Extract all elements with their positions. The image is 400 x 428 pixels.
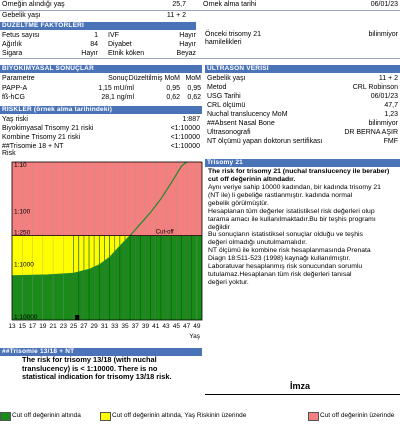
prev-t21-label-1: Önceki trisomy 21 [205,31,262,38]
t21-bold: The risk for trisomy 21 (nuchal translucency ile beraber) cut off değerinin altındadır. [208,168,390,183]
bio-header: BİYOKİMYASAL SONUÇLAR [0,65,202,73]
factor-value: Hayır [81,50,98,57]
legend-label: Cut off değerinin altında, Yaş Riskinin üzerinde [112,412,247,419]
chart-x-tick: 31 [100,323,109,330]
ultra-value: FMF [383,138,398,145]
chart-x-tick: 49 [193,323,201,330]
ultra-value: 11 + 2 [378,75,398,82]
ultra-header: ULTRASON VERİSİ [205,65,400,73]
t21-line: Aynı veriye sahip 10000 kadından, bir kadında trisomy 21 [208,184,381,191]
bio-result: 28,1 ng/ml [101,94,134,101]
factor-value: 1 [94,32,98,39]
prev-t21-label-2: hamilelikleri [205,39,242,46]
ultra-label: Metod [207,84,227,91]
ultra-value: bilinmiyor [368,120,398,127]
factor-label: Diyabet [108,41,132,48]
chart-y-tick: 1:100 [14,208,31,216]
factor-value: Beyaz [176,50,196,57]
risk-chart [0,158,205,340]
t21-header: Trisomy 21 [205,159,400,167]
legend [0,411,400,423]
t21-line: değeri olmadığı unutulmamalıdır. [208,239,307,247]
risk-label: Biyokimyasal Trisomy 21 riski [2,125,94,132]
legend-swatch [0,412,11,421]
ultra-value: 47,7 [384,102,398,109]
t21-line: Diagn 18:511-523 (1998) kaynağı kullanılmıştır. [208,255,351,263]
divider [0,10,400,11]
factor-label: Sigara [2,50,23,57]
chart-ylabel: Risk [2,150,16,157]
sample-age-value: 25,7 [172,1,186,8]
t21-body [208,184,400,287]
chart-x-tick: 35 [121,323,129,330]
risk-label: Yaş riski [2,116,28,123]
ultra-label: Gebelik yaşı [207,75,246,82]
chart-y-tick: 1:1000 [14,261,34,269]
chart-x-tick: 27 [80,323,88,330]
sample-date-value: 06/01/23 [370,1,398,8]
t21-line: Bu sonuçların istatistiksel sonuçlar olduğu ve teşhis [208,231,363,239]
gest-age-value: 11 + 2 [166,12,186,19]
factor-value: Hayır [179,41,196,48]
bio-col-param: Parametre [2,75,35,82]
ultra-label: ##Absent Nasal Bone [207,120,275,127]
t21-line: Laboratuvar hesaplanmış risk sonucundan sorumlu [208,263,363,271]
ultra-label: Nuchal translucency MoM [207,111,288,118]
factor-label: Etnik köken [108,50,145,57]
bio-col-mom: MoM [185,75,201,82]
chart-y-tick: 1:250 [14,229,31,237]
legend-swatch [100,412,111,421]
risk-value: <1:10000 [170,125,200,132]
chart-x-tick: 33 [111,323,119,330]
ultra-value: DR BERNA AŞIR [344,129,398,136]
legend-label: Cut off değerinin üzerinde [320,412,395,419]
risk-value: 1:887 [182,116,200,123]
signature-label: İmza [290,381,311,391]
factor-label: Ağırlık [2,41,22,48]
ultra-value: 06/01/23 [370,93,398,100]
prev-t21-value: bilinmiyor [368,31,398,38]
chart-cutoff-label: Cut-off [155,229,174,236]
sample-age-label: Örneğin alındığı yaş [2,1,65,8]
legend-label: Cut off değerinin altında [12,412,81,419]
bio-mom: 0,62 [187,94,201,101]
ultra-label: Ultrasonografi [207,129,251,136]
chart-patient-marker [75,315,79,320]
chart-x-tick: 45 [172,323,180,330]
chart-x-tick: 29 [90,323,98,330]
t21-line: (NT ile) li gebeliğe rastlanmıştır. kadında normal [208,191,353,199]
bio-col-adj-mom: Düzeltilmiş MoM [128,75,180,82]
divider [0,58,400,59]
chart-x-tick: 25 [70,323,78,330]
chart-region-above-cutoff [12,162,202,236]
t21-line: değildir [208,223,230,231]
ultra-value: CRL Robinson [352,84,398,91]
signature-line [205,394,400,395]
risk-value: <1:10000 [170,134,200,141]
t21-line: gebelik görülmüştür. [208,199,269,207]
factor-value: Hayır [179,32,196,39]
t21-line: değeri yoktur. [208,278,249,286]
bio-mom: 0,95 [187,85,201,92]
t21-line: tutulamaz.Hesaplanan tüm risk değerleri tanısal [208,270,352,278]
chart-x-tick: 21 [49,323,57,330]
factor-value: 84 [90,41,98,48]
chart-x-tick: 41 [152,323,160,330]
ultra-label: NT ölçümü yapan doktorun sertifikası [207,138,323,145]
t21-line: tarama amacı ile kullanılmaktadır.Bu bir teşhis programı [208,215,376,223]
bio-result: 1,15 mU/ml [98,85,134,92]
chart-x-tick: 15 [18,323,26,330]
sample-date-label: Örnek alma tarihi [203,1,257,8]
bio-param: PAPP-A [2,85,28,92]
chart-x-tick: 13 [8,323,16,330]
risks-header: RİSKLER (örnek alma tarihindeki) [0,106,202,114]
bio-param: fß-hCG [2,94,25,101]
chart-x-tick: 47 [182,323,191,330]
chart-x-tick: 23 [59,323,67,330]
chart-xlabel: Yaş [189,333,200,340]
chart-x-tick: 17 [28,323,37,330]
gest-age-label: Gebelik yaşı [2,12,41,19]
risk-label: Kombine Trisomy 21 riski [2,134,81,141]
risk-label: ##Trisomie 18 + NT [2,143,64,150]
ultra-value: 1,23 [384,111,398,118]
bio-adj-mom: 0,95 [166,85,180,92]
bio-col-result: Sonuç [108,75,128,82]
ultra-label: CRL ölçümü [207,102,246,109]
chart-x-tick: 19 [39,323,47,330]
chart-x-tick: 39 [141,323,150,330]
chart-x-tick: 43 [162,323,170,330]
t21-line: Hesaplanan tüm değerler istatistiksel risk değerleri olup [208,207,375,215]
risk-value: <1:10000 [170,143,200,150]
t18-header: ##Trisomie 13/18 + NT [0,348,202,356]
factor-label: IVF [108,32,119,39]
chart-x-tick: 37 [131,323,139,330]
chart-y-tick: 1:10 [14,162,27,169]
factor-label: Fetus sayısı [2,32,40,39]
chart-y-tick: 1:10000 [14,314,38,321]
ultra-label: USG Tarihi [207,93,241,100]
legend-swatch [308,412,319,421]
t21-line: NT ölçümü ile kombine risk hesaplanmasında Prenata [208,247,371,255]
t18-text: The risk for trisomy 13/18 (with nuchal translucency) is < 1:10000. There is no statistical indication for trisomy 13/18 risk. [22,355,172,381]
factors-header: DÜZELTME FAKTÖRLERİ [0,22,196,30]
bio-adj-mom: 0,62 [166,94,180,101]
